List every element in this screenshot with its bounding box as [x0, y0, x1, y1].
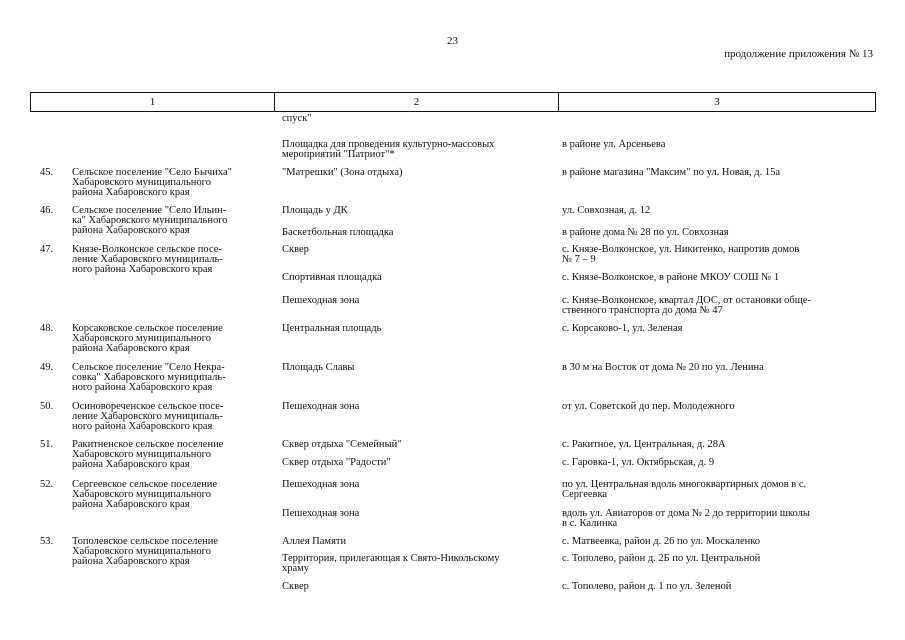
object-text: Сквер отдыха "Семейный" [282, 439, 402, 450]
settlement-text: Хабаровского муниципального [72, 449, 211, 460]
settlement-text: Ракитненское сельское поселение [72, 439, 224, 450]
address-text: в с. Калинка [562, 518, 618, 529]
settlement-text: района Хабаровского края [72, 187, 190, 198]
settlement-text: Сельское поселение "Село Бычиха" [72, 167, 232, 178]
object-text: Территория, прилегающая к Свято-Никольскому [282, 553, 500, 564]
settlement-text: Корсаковское сельское поселение [72, 323, 223, 334]
settlement-text: Хабаровского муниципального [72, 546, 211, 557]
header-col-3: 3 [714, 96, 720, 108]
row-number: 47. [40, 244, 54, 255]
address-text: в районе дома № 28 по ул. Совхозная [562, 227, 729, 238]
address-text: с. Гаровка-1, ул. Октябрьская, д. 9 [562, 457, 715, 468]
row-number: 52. [40, 479, 54, 490]
object-text: мероприятий "Патриот"* [282, 149, 395, 160]
settlement-text: района Хабаровского края [72, 499, 190, 510]
object-text: Пешеходная зона [282, 479, 360, 490]
row-number: 48. [40, 323, 54, 334]
address-text: с. Ракитное, ул. Центральная, д. 28А [562, 439, 726, 450]
address-text: с. Тополево, район д. 2Б по ул. Центральной [562, 553, 761, 564]
settlement-text: Тополевское сельское поселение [72, 536, 219, 547]
address-text: в районе ул. Арсеньева [562, 139, 666, 150]
settlement-text: ление Хабаровского муниципаль- [72, 411, 223, 422]
settlement-text: ка" Хабаровского муниципального [72, 215, 228, 226]
settlement-text: Хабаровского муниципального [72, 333, 211, 344]
header-col-2: 2 [275, 93, 559, 111]
address-text: с. Князе-Волконское, квартал ДОС, от остановки обще- [562, 295, 812, 306]
object-text: Площадка для проведения культурно-массовых [282, 139, 495, 150]
object-text: Сквер [282, 581, 309, 592]
settlement-text: Сельское поселение "Село Ильин- [72, 205, 227, 216]
object-text: Площадь у ДК [282, 205, 348, 216]
settlement-text: района Хабаровского края [72, 556, 190, 567]
row-number: 50. [40, 401, 54, 412]
object-text: Спортивная площадка [282, 272, 382, 283]
address-text: с. Князе-Волконское, ул. Никитенко, напротив домов [562, 244, 800, 255]
address-text: с. Корсаково-1, ул. Зеленая [562, 323, 683, 334]
object-text: "Матрешки" (Зона отдыха) [282, 167, 403, 178]
settlement-text: района Хабаровского края [72, 225, 190, 236]
address-text: от ул. Советской до пер. Молодежного [562, 401, 735, 412]
object-text: Аллея Памяти [282, 536, 347, 547]
settlement-text: Хабаровского муниципального [72, 177, 211, 188]
row-number: 51. [40, 439, 54, 450]
settlement-text: ление Хабаровского муниципаль- [72, 254, 223, 265]
object-text: спуск" [282, 113, 312, 124]
settlement-text: ного района Хабаровского края [72, 264, 213, 275]
object-text: храму [282, 563, 310, 574]
object-text: Пешеходная зона [282, 401, 360, 412]
address-text: ственного транспорта до дома № 47 [562, 305, 723, 316]
settlement-text: Сельское поселение "Село Некра- [72, 362, 225, 373]
object-text: Сквер отдыха "Радости" [282, 457, 391, 468]
settlement-text: Осиновореченское сельское посе- [72, 401, 224, 412]
object-text: Пешеходная зона [282, 508, 360, 519]
address-text: Сергеевка [562, 489, 608, 500]
settlement-text: района Хабаровского края [72, 343, 190, 354]
address-text: с. Тополево, район д. 1 по ул. Зеленой [562, 581, 732, 592]
object-text: Центральная площадь [282, 323, 382, 334]
page-number: 23 [447, 35, 458, 47]
address-text: ул. Совхозная, д. 12 [562, 205, 651, 216]
address-text: с. Князе-Волконское, в районе МКОУ СОШ № 1 [562, 272, 780, 283]
address-text: вдоль ул. Авиаторов от дома № 2 до территории школы [562, 508, 810, 519]
object-text: Площадь Славы [282, 362, 355, 373]
settlement-text: Князе-Волконское сельское посе- [72, 244, 222, 255]
address-text: в 30 м на Восток от дома № 20 по ул. Ленина [562, 362, 764, 373]
address-text: с. Матвеевка, район д. 26 по ул. Москаленко [562, 536, 761, 547]
object-text: Сквер [282, 244, 309, 255]
settlement-text: ного района Хабаровского края [72, 421, 213, 432]
row-number: 46. [40, 205, 54, 216]
row-number: 45. [40, 167, 54, 178]
address-text: по ул. Центральная вдоль многоквартирных домов в с. [562, 479, 807, 490]
address-text: № 7 – 9 [562, 254, 596, 265]
object-text: Пешеходная зона [282, 295, 360, 306]
settlement-text: Сергеевское сельское поселение [72, 479, 218, 490]
object-text: Баскетбольная площадка [282, 227, 394, 238]
settlement-text: Хабаровского муниципального [72, 489, 211, 500]
continuation-note: продолжение приложения № 13 [724, 48, 873, 60]
address-text: в районе магазина "Максим" по ул. Новая, д. 15а [562, 167, 781, 178]
row-number: 49. [40, 362, 54, 373]
row-number: 53. [40, 536, 54, 547]
header-col-1: 1 [31, 93, 275, 111]
settlement-text: ного района Хабаровского края [72, 382, 213, 393]
settlement-text: совка" Хабаровского муниципаль- [72, 372, 226, 383]
settlement-text: района Хабаровского края [72, 459, 190, 470]
